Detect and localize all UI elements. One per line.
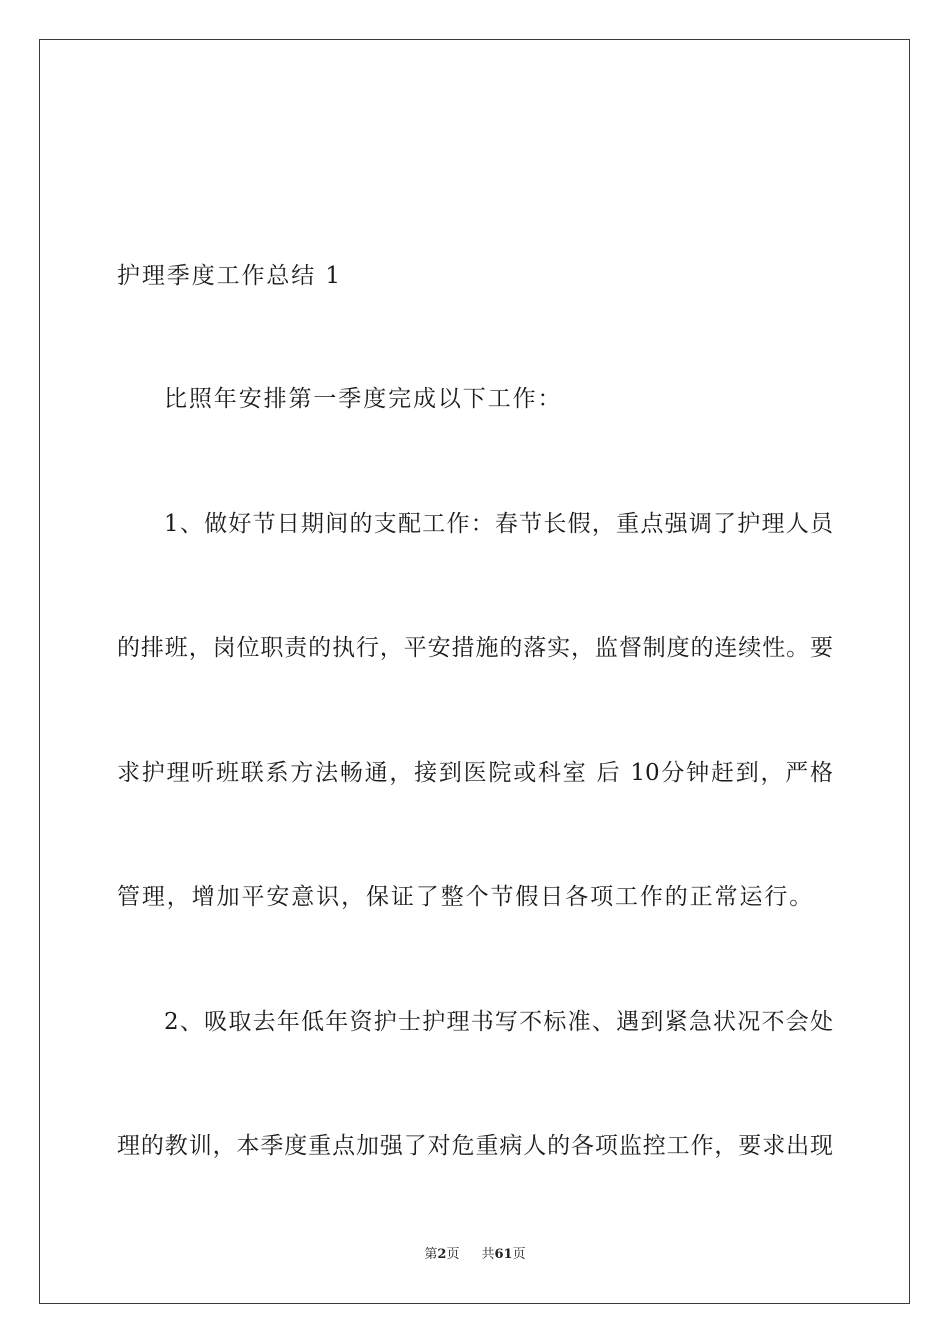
- footer-page-number: 2: [437, 1247, 447, 1262]
- paragraph-2-line-2: 理的教训，本季度重点加强了对危重病人的各项监控工作，要求出现: [117, 1133, 833, 1159]
- paragraph-2-line-1: 2、吸取去年低年资护士护理书写不标准、遇到紧急状况不会处: [164, 1009, 833, 1035]
- document-title: 护理季度工作总结 1: [117, 263, 342, 289]
- footer-total-pages: 61: [494, 1247, 513, 1262]
- page-footer: [0, 1246, 950, 1264]
- paragraph-1-line-4: 管理，增加平安意识，保证了整个节假日各项工作的正常运行。: [117, 884, 815, 910]
- footer-page-suffix: 页: [446, 1247, 460, 1262]
- footer-total-suffix: 页: [512, 1247, 526, 1262]
- page-border: [39, 39, 910, 1304]
- footer-total-prefix: 共: [481, 1247, 495, 1262]
- paragraph-1-line-2: 的排班，岗位职责的执行，平安措施的落实，监督制度的连续性。要: [117, 635, 833, 661]
- paragraph-1-line-1: 1、做好节日期间的支配工作：春节长假，重点强调了护理人员: [164, 511, 833, 537]
- paragraph-intro: 比照年安排第一季度完成以下工作：: [164, 386, 563, 412]
- footer-page-prefix: 第: [424, 1247, 438, 1262]
- paragraph-1-line-3: 求护理听班联系方法畅通，接到医院或科室 后 10分钟赶到，严格: [117, 760, 833, 786]
